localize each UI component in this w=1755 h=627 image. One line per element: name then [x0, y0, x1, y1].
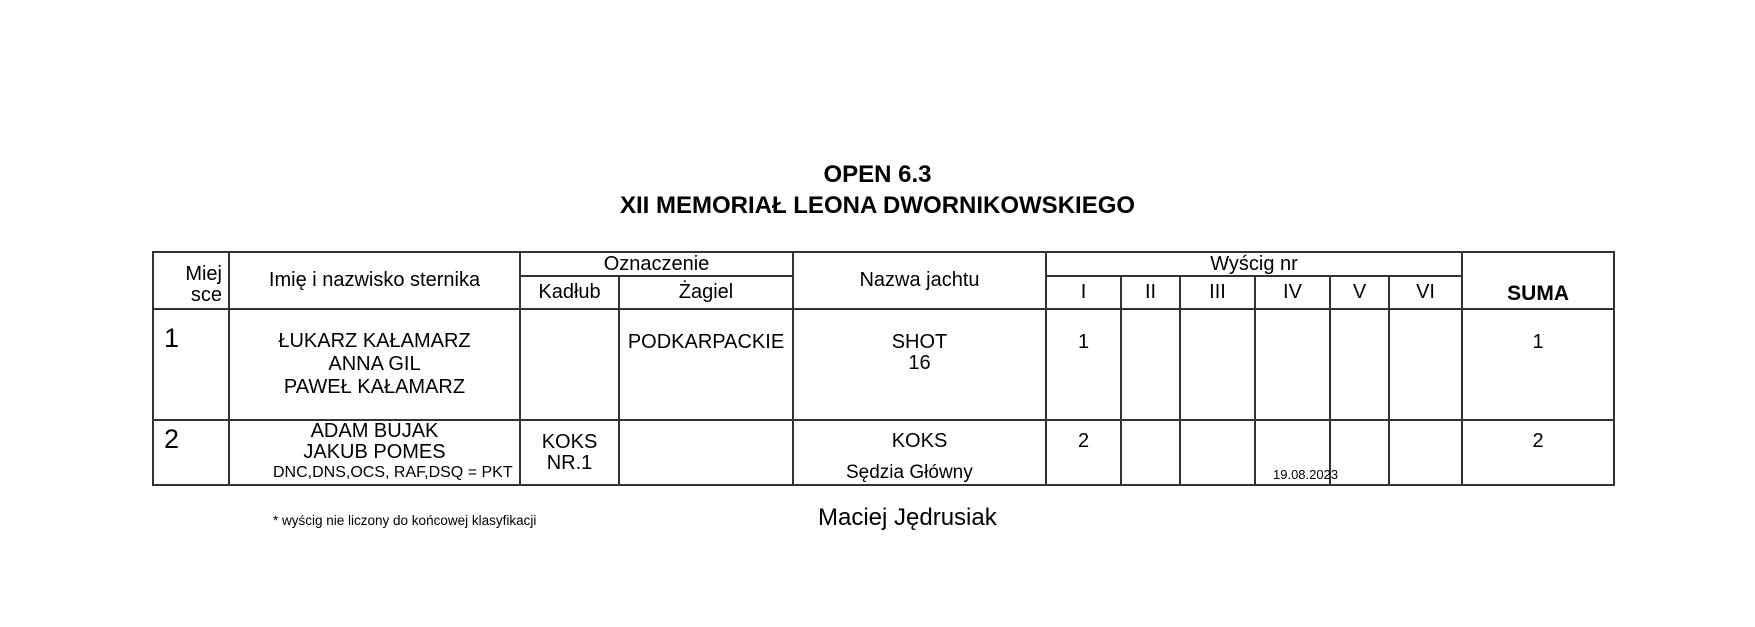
penalty-codes-note: DNC,DNS,OCS, RAF,DSQ = PKT [273, 464, 513, 481]
helmsman-name: ŁUKARZ KAŁAMARZ [278, 330, 471, 352]
col-header-race-3: III [1180, 276, 1255, 309]
total-cell: 1 [1462, 309, 1614, 420]
race-not-counted-note: * wyścig nie liczony do końcowej klasyfikacji [273, 513, 537, 528]
col-header-helmsman: Imię i nazwisko sternika [229, 252, 520, 309]
col-header-place [153, 252, 229, 309]
page-subtitle: XII MEMORIAŁ LEONA DWORNIKOWSKIEGO [619, 192, 1136, 219]
col-header-race-no: Wyścig nr [1046, 252, 1462, 276]
col-header-marking: Oznaczenie [520, 252, 793, 276]
hull-line: NR.1 [546, 451, 593, 474]
col-header-place-line2: sce [190, 284, 222, 306]
race-cell: 2 [1046, 420, 1121, 485]
place-cell: 1 [153, 309, 229, 420]
hull-cell [520, 420, 619, 485]
yacht-line: KOKS [891, 430, 948, 452]
col-header-race-6: VI [1389, 276, 1462, 309]
yacht-line: 16 [908, 352, 931, 374]
names-cell [229, 309, 520, 420]
race-cell [1330, 309, 1389, 420]
race-cell [1180, 420, 1255, 485]
race-cell [1330, 420, 1389, 485]
sail-cell [619, 420, 793, 485]
race-cell [1389, 309, 1462, 420]
col-header-race-5: V [1330, 276, 1389, 309]
header-row-top [153, 252, 1614, 276]
col-header-yacht-name: Nazwa jachtu [793, 252, 1046, 309]
race-cell [1180, 309, 1255, 420]
col-header-sail: Żagiel [619, 276, 793, 309]
col-header-race-1: I [1046, 276, 1121, 309]
col-header-place-line1: Miej [185, 263, 222, 285]
crew-name: ANNA GIL [328, 353, 421, 375]
race-cell [1121, 309, 1180, 420]
yacht-cell [793, 309, 1046, 420]
race-cell [1389, 420, 1462, 485]
table-row [153, 309, 1614, 420]
col-header-total: SUMA [1462, 252, 1614, 309]
race-cell: 1 [1046, 309, 1121, 420]
helmsman-name: ADAM BUJAK [310, 420, 439, 442]
crew-name: PAWEŁ KAŁAMARZ [283, 376, 466, 398]
race-cell [1121, 420, 1180, 485]
chief-judge-label: Sędzia Główny [846, 462, 973, 483]
hull-line: KOKS [541, 430, 598, 453]
crew-name: JAKUB POMES [303, 441, 446, 463]
page-title: OPEN 6.3 [823, 161, 932, 188]
race-cell [1255, 309, 1330, 420]
document-date: 19.08.2023 [1273, 467, 1339, 482]
place-cell: 2 [153, 420, 229, 485]
col-header-hull: Kadłub [520, 276, 619, 309]
yacht-line: SHOT [891, 331, 948, 353]
results-table [152, 251, 1615, 486]
col-header-race-4: IV [1255, 276, 1330, 309]
hull-cell [520, 309, 619, 420]
col-header-race-2: II [1121, 276, 1180, 309]
sail-cell: PODKARPACKIE [619, 309, 793, 420]
total-cell: 2 [1462, 420, 1614, 485]
chief-judge-name: Maciej Jędrusiak [818, 504, 997, 531]
